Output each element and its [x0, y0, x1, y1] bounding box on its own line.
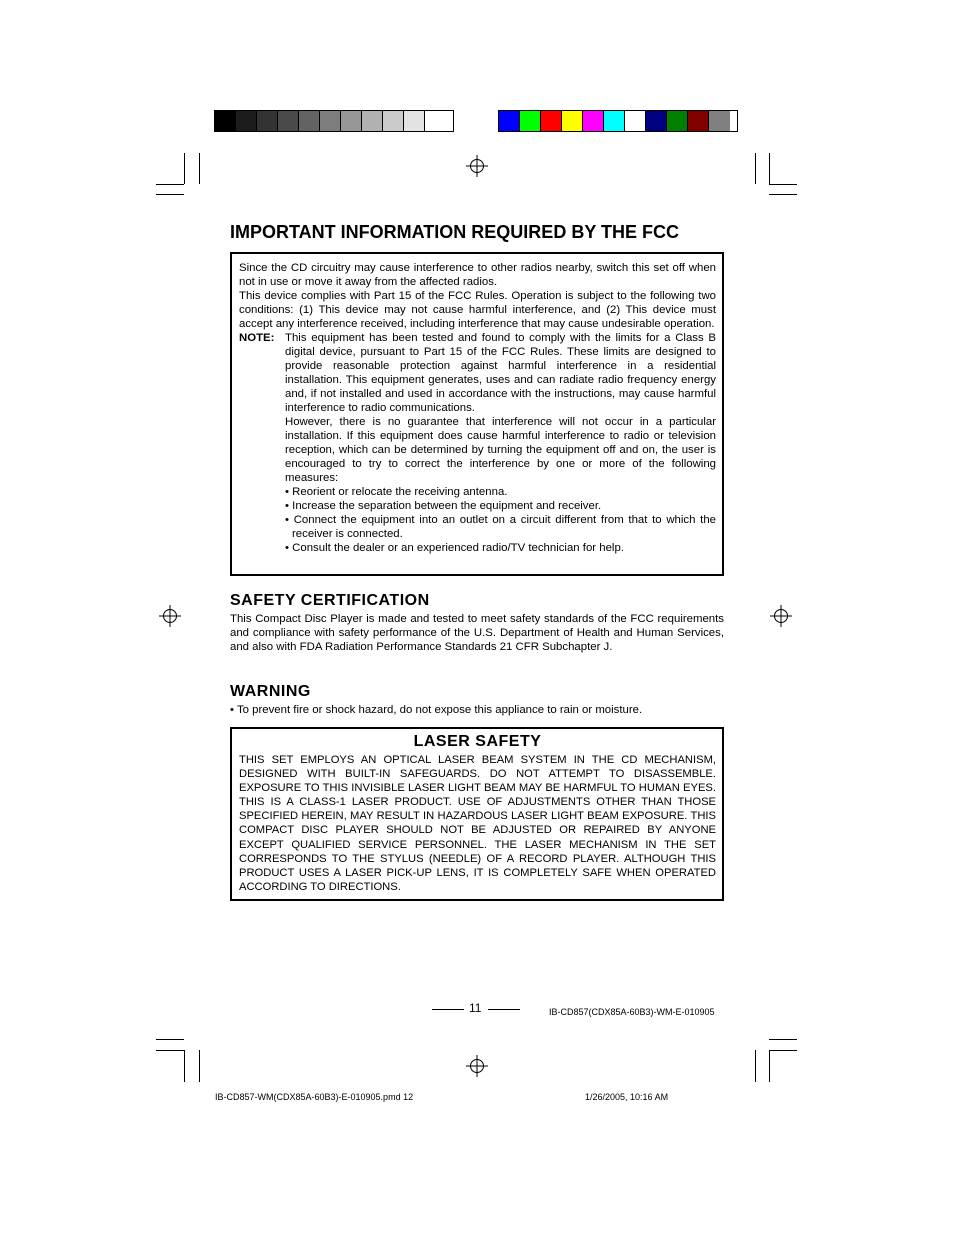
fcc-heading: IMPORTANT INFORMATION REQUIRED BY THE FCC	[230, 222, 679, 242]
color-swatch	[520, 111, 541, 131]
color-swatch	[236, 111, 257, 131]
crop-mark	[199, 153, 200, 184]
crop-mark	[156, 194, 184, 195]
page-number-rule	[432, 1009, 464, 1010]
fcc-paragraph: This device complies with Part 15 of the FCC Rules. Operation is subject to the following two conditions: (1) This device may not cause harmful interference, and (2) This device must accept any interference received, including interference that may cause undesirable operation.	[239, 290, 716, 330]
timestamp: 1/26/2005, 10:16 AM	[585, 1092, 669, 1102]
color-swatch	[709, 111, 730, 131]
note-body	[285, 331, 716, 555]
safety-certification-text: This Compact Disc Player is made and tested to meet safety standards of the FCC requirements and compliance with safety performance of the U.S. Department of Health and Human Services, and also with FDA Radiation Performance Standards 21 CFR Subchapter J.	[230, 613, 724, 653]
crop-mark	[199, 1050, 200, 1082]
crop-mark	[769, 153, 770, 184]
note-paragraph: This equipment has been tested and found to comply with the limits for a Class B digital device, pursuant to Part 15 of the FCC Rules. These limits are designed to provide reasonable protection against harmful interference in a residential installation. This equipment generates, uses and can radiate radio frequency energy and, if not installed and used in accordance with the instructions, may cause harmful interference to radio communications.	[285, 332, 716, 414]
color-swatch	[362, 111, 383, 131]
color-swatch	[562, 111, 583, 131]
page-number-rule	[488, 1009, 520, 1010]
laser-safety-box	[230, 727, 724, 901]
fcc-note	[239, 331, 716, 555]
warning-text: • To prevent fire or shock hazard, do not expose this appliance to rain or moisture.	[230, 704, 643, 716]
color-swatch	[320, 111, 341, 131]
list-item: • Connect the equipment into an outlet on a circuit different from that to which the receiver is connected.	[285, 514, 716, 540]
crop-mark	[184, 153, 185, 184]
grayscale-color-bar	[214, 110, 454, 132]
color-swatch	[646, 111, 667, 131]
warning-heading: WARNING	[230, 683, 311, 700]
note-paragraph: However, there is no guarantee that interference will not occur in a particular installation. If this equipment does cause harmful interference to radio or television reception, which can be determined by turning the equipment off and on, the user is encouraged to try to correct the interference by one or more of the following measures:	[285, 416, 716, 484]
color-swatch	[215, 111, 236, 131]
color-swatch	[667, 111, 688, 131]
safety-certification-heading: SAFETY CERTIFICATION	[230, 592, 430, 609]
color-swatch	[383, 111, 404, 131]
crop-mark	[184, 1050, 185, 1082]
registration-mark-icon	[466, 1055, 488, 1077]
page-number: 11	[469, 1001, 482, 1015]
laser-safety-text: THIS SET EMPLOYS AN OPTICAL LASER BEAM SYSTEM IN THE CD MECHANISM, DESIGNED WITH BUILT-IN SAFEGUARDS. DO NOT ATTEMPT TO DISASSEMBLE. EXPOSURE TO THIS INVISIBLE LASER LIGHT BEAM MAY BE HARMFUL TO HUMAN EYES. THIS IS A CLASS-1 LASER PRODUCT. USE OF ADJUSTMENTS OTHER THAN THOSE SPECIFIED HEREIN, MAY RESULT IN HAZARDOUS LASER LIGHT BEAM EXPOSURE. THIS COMPACT DISC PLAYER SHOULD NOT BE ADJUSTED OR REPAIRED BY ANYONE EXCEPT QUALIFIED SERVICE PERSONNEL. THE LASER MECHANISM IN THE SET CORRESPONDS TO THE STYLUS (NEEDLE) OF A RECORD PLAYER. ALTHOUGH THIS PRODUCT USES A LASER PICK-UP LENS, IT IS COMPLETELY SAFE WHEN OPERATED ACCORDING TO DIRECTIONS.	[239, 754, 716, 893]
fcc-info-box	[230, 252, 724, 576]
color-swatch	[688, 111, 709, 131]
fcc-paragraph: Since the CD circuitry may cause interference to other radios nearby, switch this set off when not in use or move it away from the affected radios.	[239, 262, 716, 288]
registration-mark-icon	[466, 155, 488, 177]
list-item: • Reorient or relocate the receiving antenna.	[285, 486, 508, 498]
color-swatch	[499, 111, 520, 131]
crop-mark	[755, 153, 756, 184]
crop-mark	[769, 184, 797, 185]
crop-mark	[769, 1050, 797, 1051]
color-swatch	[341, 111, 362, 131]
color-swatch	[541, 111, 562, 131]
crop-mark	[156, 1039, 184, 1040]
crop-mark	[156, 1050, 184, 1051]
crop-mark	[769, 1050, 770, 1082]
file-name: IB-CD857-WM(CDX85A-60B3)-E-010905.pmd 12	[215, 1092, 414, 1102]
note-label: NOTE:	[239, 332, 275, 344]
color-swatch	[257, 111, 278, 131]
color-swatch	[625, 111, 646, 131]
color-swatch	[278, 111, 299, 131]
color-swatch	[604, 111, 625, 131]
list-item: • Increase the separation between the equipment and receiver.	[285, 500, 602, 512]
registration-mark-icon	[770, 605, 792, 627]
process-color-bar	[498, 110, 738, 132]
crop-mark	[755, 1050, 756, 1082]
color-swatch	[583, 111, 604, 131]
crop-mark	[769, 1039, 797, 1040]
color-swatch	[299, 111, 320, 131]
registration-mark-icon	[159, 605, 181, 627]
list-item: • Consult the dealer or an experienced radio/TV technician for help.	[285, 542, 624, 554]
laser-safety-heading: LASER SAFETY	[413, 733, 542, 750]
crop-mark	[769, 194, 797, 195]
model-code: IB-CD857(CDX85A-60B3)-WM-E-010905	[549, 1007, 715, 1017]
color-swatch	[425, 111, 446, 131]
crop-mark	[156, 184, 184, 185]
color-swatch	[404, 111, 425, 131]
